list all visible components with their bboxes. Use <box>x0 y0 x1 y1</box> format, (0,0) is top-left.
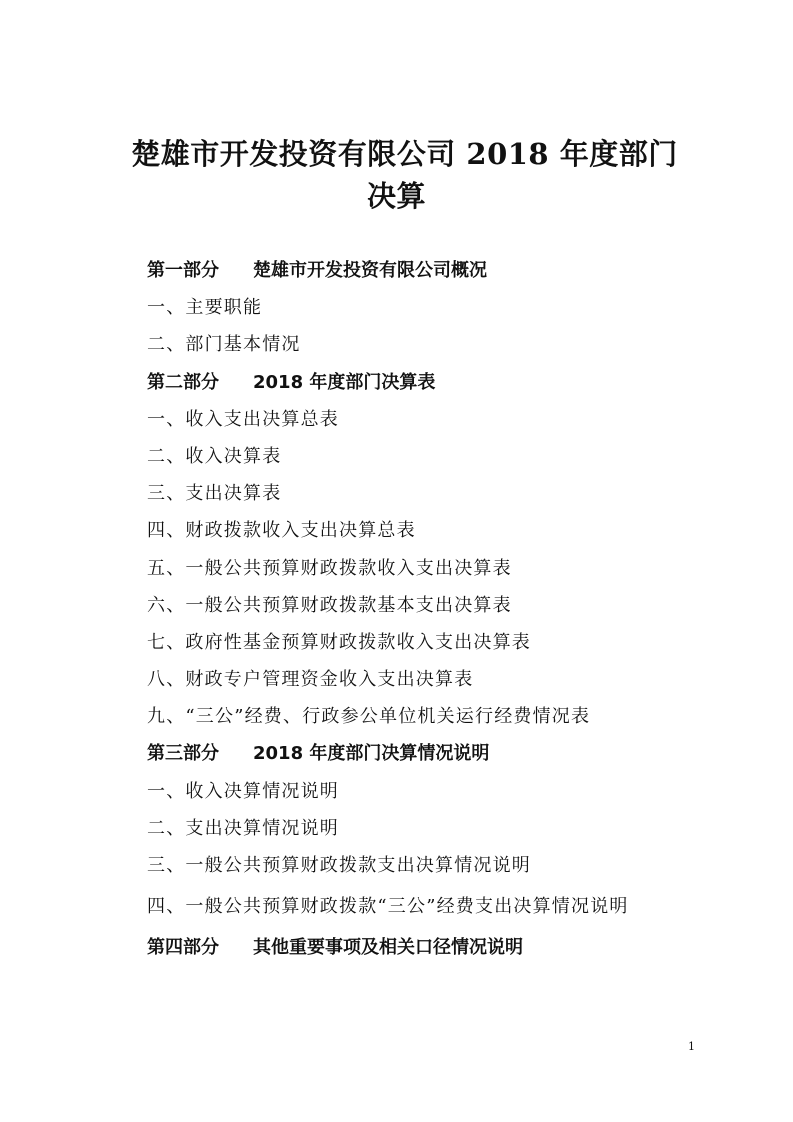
toc-part-number: 第四部分 <box>147 937 219 959</box>
toc-part-3 <box>147 735 767 772</box>
toc-part-title: 2018 年度部门决算情况说明 <box>253 743 490 765</box>
page-number: 1 <box>688 1040 695 1053</box>
toc-item: 二、支出决算情况说明 <box>147 817 339 839</box>
toc-item: 九、“三公”经费、行政参公单位机关运行经费情况表 <box>147 706 591 728</box>
toc-item: 四、财政拨款收入支出决算总表 <box>147 520 416 542</box>
toc-part-number: 第三部分 <box>147 743 219 765</box>
table-of-contents <box>147 252 767 967</box>
toc-item: 三、支出决算表 <box>147 483 282 505</box>
toc-item: 八、财政专户管理资金收入支出决算表 <box>147 669 474 691</box>
toc-part-title: 2018 年度部门决算表 <box>253 371 436 393</box>
toc-item: 五、一般公共预算财政拨款收入支出决算表 <box>147 557 512 579</box>
toc-item: 一、收入决算情况说明 <box>147 780 339 802</box>
toc-item: 二、部门基本情况 <box>147 334 301 356</box>
toc-item: 三、一般公共预算财政拨款支出决算情况说明 <box>147 855 531 876</box>
toc-item: 一、主要职能 <box>147 297 263 319</box>
toc-item: 六、一般公共预算财政拨款基本支出决算表 <box>147 594 512 616</box>
toc-part-4 <box>147 929 767 966</box>
toc-item: 四、一般公共预算财政拨款“三公”经费支出决算情况说明 <box>147 896 629 918</box>
toc-part-number: 第一部分 <box>147 260 219 281</box>
toc-item: 二、收入决算表 <box>147 445 282 467</box>
toc-part-title: 楚雄市开发投资有限公司概况 <box>253 260 487 281</box>
toc-part-1 <box>147 252 767 289</box>
document-title-line-1: 楚雄市开发投资有限公司 2018 年度部门 <box>131 137 678 171</box>
toc-part-number: 第二部分 <box>147 371 219 393</box>
toc-item: 七、政府性基金预算财政拨款收入支出决算表 <box>147 631 531 653</box>
toc-part-2 <box>147 364 767 401</box>
toc-part-title: 其他重要事项及相关口径情况说明 <box>253 937 523 959</box>
toc-item: 一、收入支出决算总表 <box>147 408 339 430</box>
document-title-line-2: 决算 <box>366 179 426 213</box>
